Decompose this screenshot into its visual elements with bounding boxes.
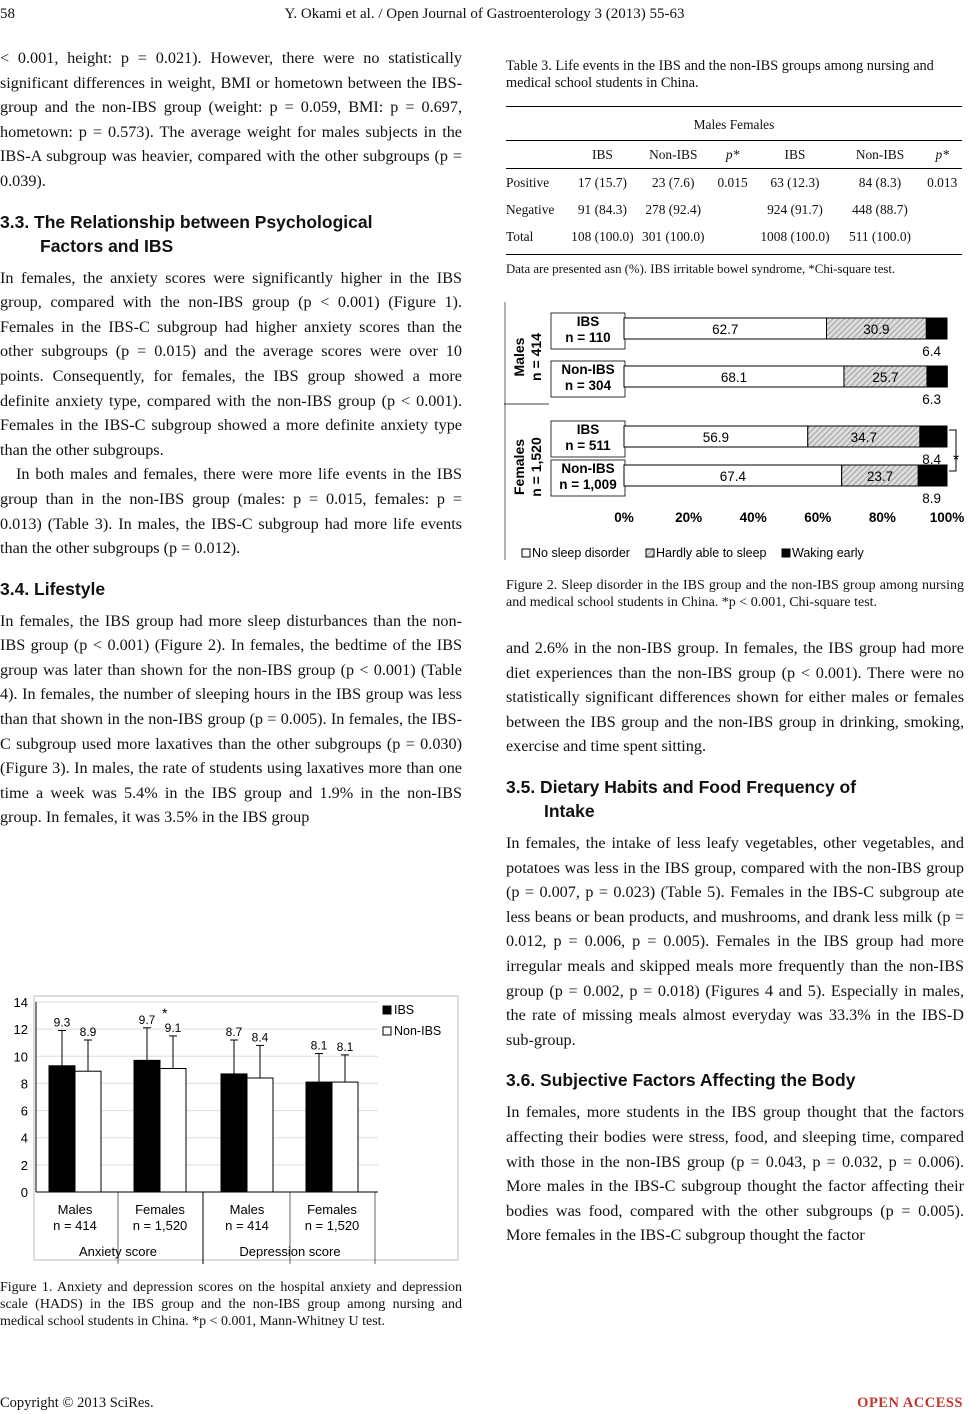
table-cell: 278 (92.4) xyxy=(645,201,702,217)
group-sex-label: Females xyxy=(511,438,527,496)
group-sex-label: Males xyxy=(511,337,527,377)
section-heading-3-6: 3.6. Subjective Factors Affecting the Body xyxy=(506,1070,856,1091)
paragraph: and 2.6% in the non-IBS group. In females, the IBS group had more diet experiences than the non-IBS group (p < 0.001). There were no statistically significant differences shown for either males or females between the IBS group and the non-IBS group in drinking, smoking, exercise and time spent sitting. xyxy=(506,639,964,756)
data-label: 8.7 xyxy=(225,1025,243,1039)
table-cell: 511 (100.0) xyxy=(849,228,911,244)
y-tick-label: 14 xyxy=(13,995,28,1010)
x-tick-label: 20% xyxy=(675,510,703,525)
paragraph: In females, the IBS group had more sleep disturbances than the non-IBS group (p < 0.001) (Figure 2). In females, the bedtime of the IBS group was later than shown for the non-IBS group (p < 0.001) (Table 4). In females, the number of sleeping hours in the IBS group was less than that shown in the non-IBS group (p = 0.005). In females, the IBS-C subgroup used more laxatives than the other subgroups (p = 0.030) (Figure 3). In males, the rate of students using laxatives more than one time a week was 5.4% in the IBS group and 1.9% in the non-IBS group. In females, it was 3.5% in the IBS group xyxy=(0,611,462,827)
paragraph: In females, the intake of less leafy vegetables, other vegetables, and potatoes was less in the IBS group, compared with the non-IBS group (p = 0.007, p = 0.023) (Table 5). Females in the IBS-C subgroup ate less beans or bean products, and mushrooms, and drank less milk (p = 0.012, p = 0.006, p = 0.005). Females in the IBS group had more irregular meals and skipped meals more frequently than the non-IBS group (p = 0.002, p = 0.018) (Figures 4 and 5). Especially in males, the rate of missing meals almost everyday was 33.3% in the IBS-D sub-group. xyxy=(506,833,964,1049)
bar-ibs xyxy=(221,1074,247,1192)
footer-copyright: Copyright © 2013 SciRes. xyxy=(0,1395,154,1411)
table-cell: 301 (100.0) xyxy=(642,228,705,244)
table-3-top-rule xyxy=(506,106,962,107)
paragraph: In both males and females, there were more life events in the IBS group than in the non-IBS group (males: p = 0.015, females: p = 0.013) (Table 3). In males, the IBS-C subgroup had more life events than the other subgroups (p = 0.012). xyxy=(0,465,462,558)
table-3-note: Data are presented asn (%). IBS irritable bowel syndrome, *Chi-square test. xyxy=(506,262,896,276)
table-3 xyxy=(506,141,962,250)
table-cell xyxy=(922,223,962,250)
data-label: 67.4 xyxy=(719,469,746,484)
page-number: 58 xyxy=(0,6,15,22)
table-row-label: Negative xyxy=(506,201,555,217)
group-label: Males xyxy=(229,1202,265,1217)
data-label: 6.3 xyxy=(922,392,941,407)
category-n-label: n = 304 xyxy=(564,378,612,393)
bar-segment xyxy=(927,366,947,387)
table-cell xyxy=(713,196,753,223)
bar-segment xyxy=(926,318,947,339)
bar-non-ibs xyxy=(75,1071,101,1192)
table-cell: 0.013 xyxy=(927,174,958,190)
legend-label: No sleep disorder xyxy=(532,546,630,560)
legend-label-ibs: IBS xyxy=(394,1003,415,1017)
category-n-label: n = 1,009 xyxy=(559,477,617,492)
y-tick-label: 2 xyxy=(20,1157,28,1173)
y-tick-label: 10 xyxy=(13,1049,28,1065)
figure-2-chart xyxy=(504,302,966,568)
bar-ibs xyxy=(134,1060,160,1192)
data-label: 30.9 xyxy=(863,322,890,337)
section-label: Depression score xyxy=(239,1244,341,1259)
group-n-label: n = 414 xyxy=(225,1218,269,1233)
section-heading-3-4: 3.4. Lifestyle xyxy=(0,578,106,599)
paragraph: < 0.001, height: p = 0.021). However, there were no statistically significant differences in weight, BMI or hometown between the IBS-group and the non-IBS group (weight: p = 0.059, BMI: p = 0.697, hometown: p = 0.573). The average weight for males subjects in the IBS-A subgroup was heavier, compared with the other subgroups (p = 0.039). xyxy=(0,49,462,190)
table-3-bottom-rule xyxy=(506,254,962,255)
bar-non-ibs xyxy=(332,1082,358,1192)
y-tick-label: 6 xyxy=(20,1103,28,1119)
table-row-label: Positive xyxy=(506,174,550,190)
table-cell: 924 (91.7) xyxy=(767,201,823,217)
data-label: 9.1 xyxy=(164,1020,182,1035)
table-3-group-header: Males Females xyxy=(693,117,775,132)
legend-swatch xyxy=(646,549,654,557)
bar-non-ibs xyxy=(160,1069,186,1193)
legend-label-non-ibs: Non-IBS xyxy=(394,1024,442,1038)
left-column xyxy=(0,46,462,830)
category-n-label: n = 110 xyxy=(565,330,611,345)
data-label: 8.9 xyxy=(922,491,941,506)
group-label: Females xyxy=(307,1202,357,1217)
footer-open-access: OPEN ACCESS xyxy=(857,1395,963,1411)
table-cell: 0.015 xyxy=(717,174,748,190)
data-label: 9.7 xyxy=(138,1012,156,1027)
table-cell: 17 (15.7) xyxy=(577,174,627,190)
legend-label: Waking early xyxy=(792,546,864,560)
data-label: 56.9 xyxy=(702,430,730,445)
group-label: Males xyxy=(57,1202,93,1217)
category-label: Non-IBS xyxy=(561,461,615,476)
table-cell: 448 (88.7) xyxy=(852,201,908,217)
section-heading-3-5: 3.5. Dietary Habits and Food Frequency of Intake xyxy=(506,776,857,821)
right-column xyxy=(506,636,964,1248)
group-n-label: n = 1,520 xyxy=(132,1218,188,1233)
data-label: 25.7 xyxy=(872,370,899,385)
x-tick-label: 100% xyxy=(929,510,965,525)
figure-1-chart xyxy=(0,992,462,1264)
legend-swatch xyxy=(522,549,530,557)
x-tick-label: 60% xyxy=(804,510,832,525)
group-n-label: n = 1,520 xyxy=(528,437,544,497)
paragraph: In females, more students in the IBS group thought that the factors affecting their bodies were stress, food, and sleeping time, compared with those in the non-IBS group (p = 0.043, p = 0.032, p = 0.006). More males in the IBS-C subgroup thought the factor affecting their bodies was food, compared with the other subgroups (p = 0.005). More females in the IBS-C subgroup thought the factor xyxy=(506,1103,964,1245)
data-label: 68.1 xyxy=(720,370,748,385)
category-n-label: n = 511 xyxy=(565,438,611,453)
category-label: Non-IBS xyxy=(561,362,615,377)
legend-swatch-non-ibs xyxy=(383,1027,391,1035)
table-row xyxy=(506,196,962,223)
group-label: Females xyxy=(135,1202,185,1217)
data-label: 8.4 xyxy=(922,452,941,467)
y-tick-label: 0 xyxy=(20,1185,28,1200)
data-label: 8.1 xyxy=(336,1039,354,1054)
group-n-label: n = 414 xyxy=(53,1218,97,1233)
data-label: 23.7 xyxy=(866,469,894,484)
data-label: 8.4 xyxy=(251,1030,269,1045)
table-3-caption: Table 3. Life events in the IBS and the non-IBS groups among nursing and medical school students in China. xyxy=(506,58,934,91)
figure-2-caption: Figure 2. Sleep disorder in the IBS group and the non-IBS group among nursing and medical school students in China. *p < 0.001, Chi-square test. xyxy=(506,578,964,610)
table-cell: 91 (84.3) xyxy=(577,201,627,217)
table-cell: 23 (7.6) xyxy=(652,174,695,190)
significance-mark: * xyxy=(162,1004,168,1021)
bar-segment xyxy=(918,465,947,486)
y-tick-label: 4 xyxy=(20,1130,28,1146)
group-n-label: n = 414 xyxy=(528,333,544,381)
bar-ibs xyxy=(306,1082,332,1192)
x-tick-label: 0% xyxy=(614,510,634,525)
table-cell: 84 (8.3) xyxy=(858,174,902,190)
table-row-label: Total xyxy=(506,228,534,244)
table-cell xyxy=(713,223,753,250)
data-label: 6.4 xyxy=(922,344,941,359)
data-label: 8.1 xyxy=(310,1038,328,1053)
table-row xyxy=(506,223,962,250)
figure-1-caption: Figure 1. Anxiety and depression scores on the hospital anxiety and depression scale (HADS) in the IBS group and the non-IBS group among nursing and medical school students in China. *p < 0.001, Mann-Whitney U test. xyxy=(0,1280,462,1329)
data-label: 34.7 xyxy=(850,430,877,445)
paragraph: In females, the anxiety scores were significantly higher in the IBS group, compared with the non-IBS group (p < 0.001) (Figure 1). Females in the IBS-C subgroup had higher anxiety scores than the other subgroups (p = 0.015) and the average scores were over 10 points. Consequently, for females, the IBS group showed a more definite anxiety type, compared with the non-IBS group (p < 0.001). Females in the IBS-C subgroup showed a more definite anxiety type than the other subgroups. xyxy=(0,268,462,459)
bar-segment xyxy=(920,426,947,447)
table-cell xyxy=(922,196,962,223)
legend-swatch-ibs xyxy=(383,1006,391,1014)
data-label: 9.3 xyxy=(53,1015,71,1030)
y-tick-label: 12 xyxy=(13,1022,28,1038)
category-label: IBS xyxy=(576,314,600,329)
section-label: Anxiety score xyxy=(78,1244,158,1259)
group-n-label: n = 1,520 xyxy=(304,1218,360,1233)
significance-mark: * xyxy=(953,452,960,469)
table-row xyxy=(506,169,962,197)
section-heading-3-3: 3.3. The Relationship between Psychological Factors and IBS xyxy=(0,211,373,256)
category-label: IBS xyxy=(576,422,600,437)
bar-ibs xyxy=(49,1066,75,1192)
table-cell: 108 (100.0) xyxy=(571,228,634,244)
legend-label: Hardly able to sleep xyxy=(656,546,767,560)
x-tick-label: 80% xyxy=(868,510,896,525)
bar-non-ibs xyxy=(247,1078,273,1192)
table-cell: 1008 (100.0) xyxy=(760,228,830,244)
data-label: 62.7 xyxy=(712,322,739,337)
table-cell: 63 (12.3) xyxy=(770,174,820,190)
x-tick-label: 40% xyxy=(739,510,767,525)
y-tick-label: 8 xyxy=(20,1076,28,1092)
data-label: 8.9 xyxy=(79,1025,97,1039)
legend-swatch xyxy=(782,549,790,557)
running-title: Y. Okami et al. / Open Journal of Gastroenterology 3 (2013) 55-63 xyxy=(284,6,685,22)
table-header-row: IBS Non-IBS p* IBS Non-IBS p* xyxy=(506,141,962,169)
